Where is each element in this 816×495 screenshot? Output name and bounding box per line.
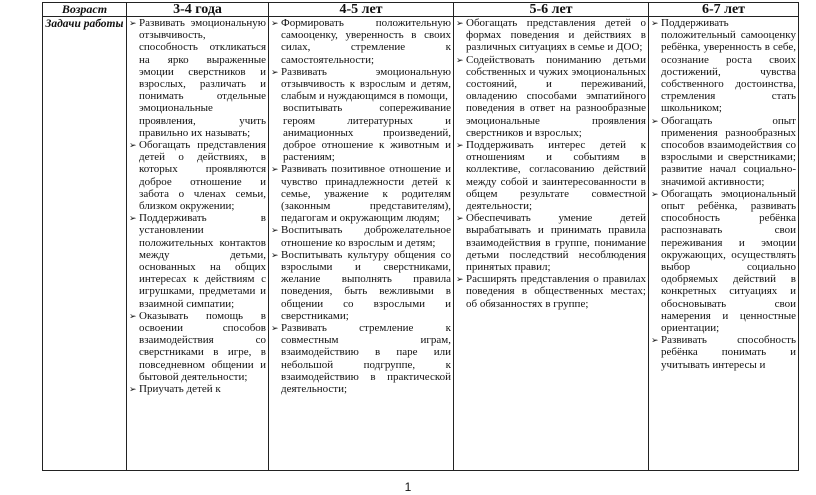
- list-item: ➢ Обогащать эмоциональный опыт ребёнка, развивать способность ребёнка распознавать свои переживания и эмоции окружающих, осуществлять выбор социально одобряемых действий в конкретных ситуациях и обосновывать свои намерения и ценностные ориентации;: [651, 187, 796, 335]
- list-item: ➢ Обеспечивать умение детей вырабатывать и принимать правила взаимодействия в группе, понимание детьми последствий несоблюдения принятых правил;: [456, 212, 646, 274]
- list-item-continuation: воспитывать сопереживание героям литературных и анимационных произведений, доброе отношение к животным и растениям;: [283, 102, 451, 164]
- development-tasks-table: [42, 2, 799, 471]
- bullet-arrow-icon: ➢: [271, 225, 279, 236]
- bullet-arrow-icon: ➢: [651, 115, 659, 126]
- list-item: ➢ Содействовать пониманию детьми собственных и чужих эмоциональных состояний, и переживаний, овладению способами эмпатийного поведения в ответ на разнообразные эмоциональные проявления сверстников и взрослых;: [456, 53, 646, 139]
- list-item: ➢ Поддерживать положительный самооценку ребёнка, уверенность в себе, осознание роста своих достижений, чувства собственного достоинства, стремления стать школьником;: [651, 17, 796, 115]
- bullet-arrow-icon: ➢: [129, 310, 137, 321]
- header-age: Возраст: [43, 3, 127, 17]
- list-item: ➢ Приучать детей к: [129, 383, 221, 396]
- list-item: ➢ Развивать способность ребёнка понимать и учитывать интересы и: [651, 334, 796, 371]
- row-label: Задачи работы: [43, 17, 127, 471]
- bullet-arrow-icon: ➢: [129, 140, 137, 151]
- list-item: ➢ Оказывать помощь в освоении способов взаимодействия со сверстниками в игре, в повседневном общении и бытовой деятельности;: [129, 309, 266, 383]
- col-4-5-cell: [269, 17, 454, 471]
- list-item: ➢ Обогащать представления детей о действиях, в которых проявляются доброе отношение и забота о членах семьи, близком окружении;: [129, 139, 266, 213]
- bullet-arrow-icon: ➢: [271, 323, 279, 334]
- col-6-7-cell: [649, 17, 799, 471]
- header-3-4: 3-4 года: [127, 3, 269, 17]
- bullet-arrow-icon: ➢: [129, 384, 137, 395]
- page-number: 1: [404, 480, 412, 494]
- list-item: ➢ Развивать эмоциональную отзывчивость, способность откликаться на ярко выраженные эмоции сверстников и взрослых, различать и понимать отдельные эмоциональные проявления, учить правильно их называть;: [129, 17, 266, 139]
- bullet-arrow-icon: ➢: [651, 335, 659, 346]
- list-item: ➢ Обогащать представления детей о формах поведения и действиях в различных ситуациях в семье и ДОО;: [456, 17, 646, 54]
- bullet-arrow-icon: ➢: [651, 18, 659, 28]
- list-item: ➢ Поддерживать интерес детей к отношениям и событиям в коллективе, согласованию действий между собой и заинтересованности в общем результате совместной деятельности;: [456, 139, 646, 213]
- list-item: ➢ Воспитывать доброжелательное отношение ко взрослым и детям;: [271, 224, 451, 249]
- bullet-arrow-icon: ➢: [129, 18, 137, 28]
- header-6-7: 6-7 лет: [649, 3, 799, 17]
- bullet-arrow-icon: ➢: [651, 188, 659, 199]
- bullet-arrow-icon: ➢: [456, 54, 464, 65]
- header-5-6: 5-6 лет: [454, 3, 649, 17]
- bullet-arrow-icon: ➢: [456, 18, 464, 28]
- bullet-arrow-icon: ➢: [456, 213, 464, 224]
- bullet-arrow-icon: ➢: [271, 249, 279, 260]
- list-item: ➢ Воспитывать культуру общения со взрослыми и сверстниками, желание выполнять правила поведения, быть вежливыми в общении со взрослыми и сверстниками;: [271, 248, 451, 322]
- col-3-4-cell: [127, 17, 269, 471]
- bullet-arrow-icon: ➢: [456, 140, 464, 151]
- list-item: ➢ Развивать позитивное отношение и чувство принадлежности детей к семье, уважение к родителям (законным представителям), педагогам и окружающим людям;: [271, 163, 451, 225]
- list-item: ➢ Развивать стремление к совместным играм, взаимодействию в паре или небольшой подгруппе, к взаимодействию в практической деятельности;: [271, 322, 451, 396]
- bullet-arrow-icon: ➢: [456, 274, 464, 285]
- list-item: ➢ Формировать положительную самооценку, уверенность в своих силах, стремление к самостоятельности;: [271, 17, 451, 66]
- list-item: ➢ Обогащать опыт применения разнообразных способов взаимодействия со взрослыми и сверстниками; развитие начал социально-значимой активности;: [651, 114, 796, 188]
- header-row: [43, 3, 799, 17]
- list-item: ➢ Расширять представления о правилах поведения в общественных местах; об обязанностях в группе;: [456, 273, 646, 310]
- bullet-arrow-icon: ➢: [271, 18, 279, 28]
- bullet-arrow-icon: ➢: [271, 164, 279, 175]
- list-item: ➢ Поддерживать в установлении положительных контактов между детьми, основанных на общих интересах к действиям с игрушками, предметами и взаимной симпатии;: [129, 212, 266, 310]
- tasks-row: [43, 17, 799, 471]
- bullet-arrow-icon: ➢: [129, 213, 137, 224]
- header-4-5: 4-5 лет: [269, 3, 454, 17]
- bullet-arrow-icon: ➢: [271, 66, 279, 77]
- list-item: ➢ Развивать эмоциональную отзывчивость к взрослым и детям, слабым и нуждающимся в помощи,: [271, 65, 451, 103]
- col-5-6-cell: [454, 17, 649, 471]
